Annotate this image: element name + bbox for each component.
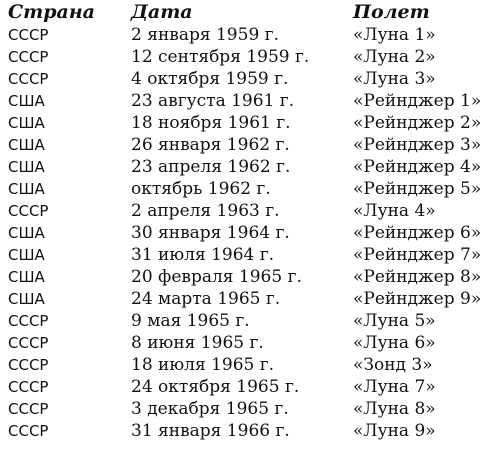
table-row xyxy=(0,266,500,288)
cell-country: СССР xyxy=(8,356,49,374)
cell-date: 2 января 1959 г. xyxy=(131,25,279,45)
table-row xyxy=(0,90,500,112)
cell-mission: «Луна 4» xyxy=(353,201,436,221)
cell-country: США xyxy=(8,158,45,176)
cell-date: 31 июля 1964 г. xyxy=(131,245,275,265)
table-row xyxy=(0,376,500,398)
table-row xyxy=(0,420,500,442)
cell-mission: «Рейнджер 4» xyxy=(353,157,482,177)
cell-country: СССР xyxy=(8,334,49,352)
cell-mission: «Луна 9» xyxy=(353,421,436,441)
cell-mission: «Рейнджер 7» xyxy=(353,245,482,265)
table-row xyxy=(0,200,500,222)
cell-country: США xyxy=(8,268,45,286)
table-row xyxy=(0,46,500,68)
table-row xyxy=(0,178,500,200)
cell-mission: «Луна 1» xyxy=(353,25,436,45)
table-row xyxy=(0,288,500,310)
cell-country: США xyxy=(8,290,45,308)
cell-date: 2 апреля 1963 г. xyxy=(131,201,280,221)
cell-date: октябрь 1962 г. xyxy=(131,179,271,199)
cell-date: 20 февраля 1965 г. xyxy=(131,267,302,287)
cell-mission: «Луна 3» xyxy=(353,69,436,89)
table-row xyxy=(0,398,500,420)
header-mission: Полет xyxy=(353,1,430,23)
header-country: Страна xyxy=(8,1,95,23)
table-row xyxy=(0,332,500,354)
cell-date: 26 января 1962 г. xyxy=(131,135,290,155)
cell-date: 9 мая 1965 г. xyxy=(131,311,250,331)
cell-country: США xyxy=(8,180,45,198)
cell-country: СССР xyxy=(8,400,49,418)
cell-country: США xyxy=(8,246,45,264)
table-row xyxy=(0,244,500,266)
cell-mission: «Луна 5» xyxy=(353,311,436,331)
cell-mission: «Рейнджер 6» xyxy=(353,223,482,243)
cell-mission: «Рейнджер 5» xyxy=(353,179,482,199)
cell-date: 3 декабря 1965 г. xyxy=(131,399,289,419)
cell-date: 23 апреля 1962 г. xyxy=(131,157,291,177)
cell-mission: «Луна 2» xyxy=(353,47,436,67)
cell-country: СССР xyxy=(8,48,49,66)
cell-date: 24 марта 1965 г. xyxy=(131,289,281,309)
table-row xyxy=(0,24,500,46)
table-row xyxy=(0,134,500,156)
cell-mission: «Луна 6» xyxy=(353,333,436,353)
cell-country: СССР xyxy=(8,26,49,44)
cell-date: 31 января 1966 г. xyxy=(131,421,290,441)
cell-mission: «Зонд 3» xyxy=(353,355,433,375)
cell-country: СССР xyxy=(8,378,49,396)
cell-mission: «Рейнджер 8» xyxy=(353,267,482,287)
table-header xyxy=(0,0,500,24)
cell-country: США xyxy=(8,114,45,132)
table-row xyxy=(0,156,500,178)
cell-country: СССР xyxy=(8,202,49,220)
cell-date: 18 ноября 1961 г. xyxy=(131,113,291,133)
cell-country: США xyxy=(8,224,45,242)
cell-date: 4 октября 1959 г. xyxy=(131,69,289,89)
cell-mission: «Луна 7» xyxy=(353,377,436,397)
table-row xyxy=(0,222,500,244)
header-date: Дата xyxy=(131,1,193,23)
cell-mission: «Рейнджер 3» xyxy=(353,135,482,155)
table-row xyxy=(0,310,500,332)
cell-date: 30 января 1964 г. xyxy=(131,223,290,243)
table-body xyxy=(0,24,500,442)
table-row xyxy=(0,354,500,376)
cell-date: 8 июня 1965 г. xyxy=(131,333,264,353)
table-row xyxy=(0,68,500,90)
cell-country: США xyxy=(8,136,45,154)
cell-mission: «Рейнджер 2» xyxy=(353,113,482,133)
table-row xyxy=(0,112,500,134)
cell-date: 12 сентября 1959 г. xyxy=(131,47,310,67)
cell-date: 24 октября 1965 г. xyxy=(131,377,300,397)
cell-date: 18 июля 1965 г. xyxy=(131,355,275,375)
cell-mission: «Луна 8» xyxy=(353,399,436,419)
cell-country: СССР xyxy=(8,70,49,88)
cell-country: США xyxy=(8,92,45,110)
cell-country: СССР xyxy=(8,312,49,330)
cell-mission: «Рейнджер 9» xyxy=(353,289,482,309)
cell-mission: «Рейнджер 1» xyxy=(353,91,482,111)
cell-date: 23 августа 1961 г. xyxy=(131,91,295,111)
cell-country: СССР xyxy=(8,422,49,440)
